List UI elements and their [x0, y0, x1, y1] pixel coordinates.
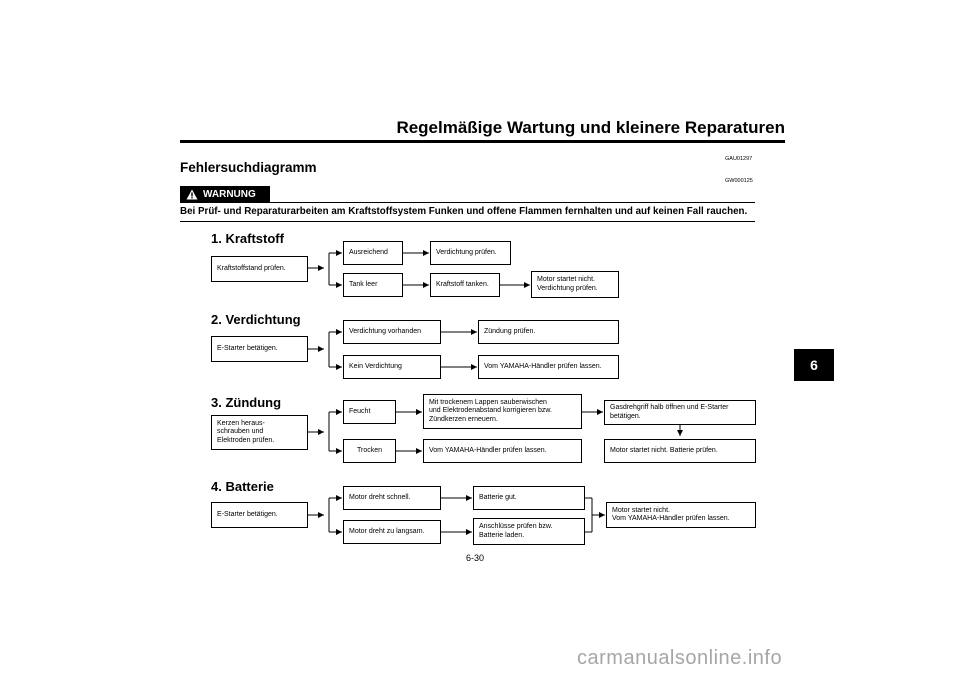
step-4-result-b: Anschlüsse prüfen bzw. Batterie laden.	[473, 518, 585, 545]
section-code: GAU01297	[725, 156, 753, 162]
step-3-option-a: Feucht	[343, 400, 396, 424]
warning-code: GW000125	[725, 178, 753, 184]
step-1-result-a: Verdichtung prüfen.	[430, 241, 511, 265]
step-1-result-b: Kraftstoff tanken.	[430, 273, 500, 297]
step-4-option-a: Motor dreht schnell.	[343, 486, 441, 510]
step-2-start-box: E-Starter betätigen.	[211, 336, 308, 362]
step-4-start-box: E-Starter betätigen.	[211, 502, 308, 528]
step-3-final-b: Motor startet nicht. Batterie prüfen.	[604, 439, 756, 463]
chapter-tab: 6	[794, 349, 834, 381]
step-1-option-a: Ausreichend	[343, 241, 403, 265]
step-3-result-a: Mit trockenem Lappen sauberwischen und Elektrodenabstand korrigieren bzw. Zündkerzen erneuern.	[423, 394, 582, 429]
warning-text: Bei Prüf- und Reparaturarbeiten am Kraftstoffsystem Funken und offene Flammen fernhalten und auf keinen Fall rauchen.	[180, 206, 748, 217]
step-4-final: Motor startet nicht. Vom YAMAHA-Händler prüfen lassen.	[606, 502, 756, 528]
step-1-start-box: Kraftstoffstand prüfen.	[211, 256, 308, 282]
step-2-result-a: Zündung prüfen.	[478, 320, 619, 344]
step-2-title: 2. Verdichtung	[211, 312, 301, 327]
step-1-title: 1. Kraftstoff	[211, 231, 284, 246]
step-3-title: 3. Zündung	[211, 395, 282, 410]
step-1-final-b: Motor startet nicht. Verdichtung prüfen.	[531, 271, 619, 298]
step-3-result-b: Vom YAMAHA-Händler prüfen lassen.	[423, 439, 582, 463]
step-2-option-b: Kein Verdichtung	[343, 355, 441, 379]
page-number: 6-30	[466, 553, 485, 563]
step-2-result-b: Vom YAMAHA-Händler prüfen lassen.	[478, 355, 619, 379]
watermark: carmanualsonline.info	[577, 647, 783, 669]
section-title: Fehlersuchdiagramm	[180, 160, 317, 175]
warning-label: WARNUNG	[203, 189, 256, 200]
step-3-final-a: Gasdrehgriff halb öffnen und E-Starter betätigen.	[604, 400, 756, 425]
step-4-title: 4. Batterie	[211, 479, 274, 494]
page-header-title: Regelmäßige Wartung und kleinere Reparaturen	[396, 118, 785, 137]
step-3-start-box: Kerzen heraus- schrauben und Elektroden prüfen.	[211, 415, 308, 450]
step-4-option-b: Motor dreht zu langsam.	[343, 520, 441, 544]
step-4-result-a: Batterie gut.	[473, 486, 585, 510]
step-1-option-b: Tank leer	[343, 273, 403, 297]
step-2-option-a: Verdichtung vorhanden	[343, 320, 441, 344]
step-3-option-b: Trocken	[343, 439, 396, 463]
